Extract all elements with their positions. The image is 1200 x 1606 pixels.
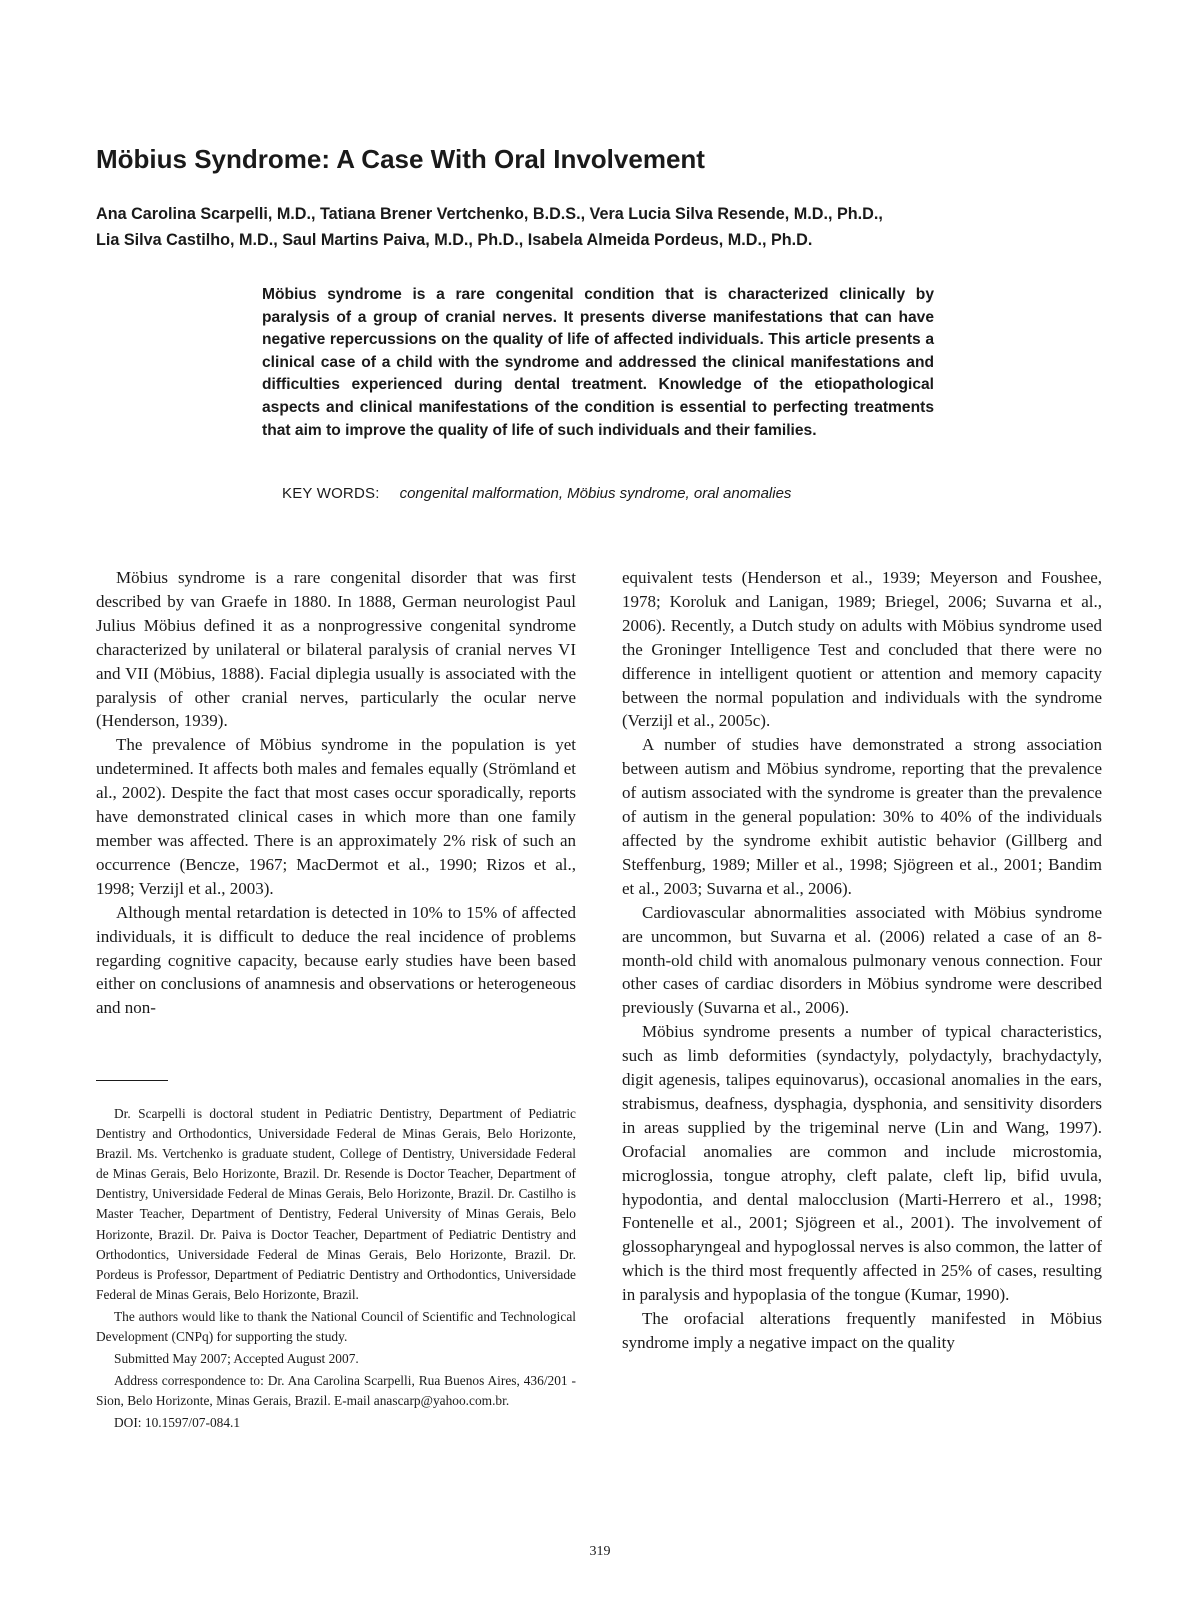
body-paragraph: The orofacial alterations frequently manifested in Möbius syndrome imply a negative impact on the quality bbox=[622, 1309, 1102, 1352]
footnote-affiliations: Dr. Scarpelli is doctoral student in Pediatric Dentistry, Department of Pediatric Dentistry and Orthodontics, Universidade Federal de Minas Gerais, Belo Horizonte, Brazil. Ms. Vertchenko is graduate student, College of Dentistry, Universidade Federal de Minas Gerais, Belo Horizonte, Brazil. Dr. Resende is Doctor Teacher, Department of Dentistry, Universidade Federal de Minas Gerais, Belo Horizonte, Brazil. Dr. Castilho is Master Teacher, Department of Dentistry, Federal University of Minas Gerais, Belo Horizonte, Brazil. Dr. Paiva is Doctor Teacher, Department of Pediatric Dentistry and Orthodontics, Universidade Federal de Minas Gerais, Belo Horizonte, Brazil. Dr. Pordeus is Professor, Department of Pediatric Dentistry and Orthodontics, Universidade Federal de Minas Gerais, Belo Horizonte, Brazil. bbox=[96, 1106, 576, 1302]
article-title: Möbius Syndrome: A Case With Oral Involvement bbox=[96, 144, 705, 174]
authors-line-2: Lia Silva Castilho, M.D., Saul Martins Paiva, M.D., Ph.D., Isabela Almeida Pordeus, M.D., Ph.D. bbox=[96, 231, 813, 249]
body-column-left bbox=[96, 566, 576, 1020]
page-number: 319 bbox=[589, 1544, 611, 1559]
footnote-correspondence: Address correspondence to: Dr. Ana Carolina Scarpelli, Rua Buenos Aires, 436/201 - Sion, Belo Horizonte, Minas Gerais, Brazil. E-mail anascarp@yahoo.com.br. bbox=[96, 1373, 576, 1409]
body-paragraph: A number of studies have demonstrated a strong association between autism and Möbius syndrome, reporting that the prevalence of autism associated with the syndrome is greater than the prevalence of autism in the general population: 30% to 40% of the individuals affected by the syndrome exhibit autistic behavior (Gillberg and Steffenburg, 1989; Miller et al., 1998; Sjögreen et al., 2001; Bandim et al., 2003; Suvarna et al., 2006). bbox=[622, 735, 1102, 898]
author-list bbox=[96, 201, 1106, 253]
body-paragraph-continued: equivalent tests (Henderson et al., 1939; Meyerson and Foushee, 1978; Koroluk and Lanigan, 1989; Briegel, 2006; Suvarna et al., 2006). Recently, a Dutch study on adults with Möbius syndrome used the Groninger Intelligence Test and concluded that there were no difference in intelligent quotient or attention and memory capacity between the normal population and individuals with the syndrome (Verzijl et al., 2005c). bbox=[622, 568, 1102, 731]
abstract: Möbius syndrome is a rare congenital condition that is characterized clinically by paralysis of a group of cranial nerves. It presents diverse manifestations that can have negative repercussions on the quality of life of affected individuals. This article presents a clinical case of a child with the syndrome and addressed the clinical manifestations and difficulties experienced during dental treatment. Knowledge of the etiopathological aspects and clinical manifestations of the condition is essential to perfecting treatments that aim to improve the quality of life of such individuals and their families. bbox=[262, 286, 934, 439]
body-paragraph: The prevalence of Möbius syndrome in the population is yet undetermined. It affects both males and females equally (Strömland et al., 2002). Despite the fact that most cases occur sporadically, reports have demonstrated clinical cases in which more than one family member was affected. There is an approximately 2% risk of such an occurrence (Bencze, 1967; MacDermot et al., 1990; Rizos et al., 1998; Verzijl et al., 2003). bbox=[96, 735, 576, 898]
footnote-submission-dates: Submitted May 2007; Accepted August 2007. bbox=[114, 1351, 359, 1367]
keywords-label: KEY WORDS: bbox=[282, 485, 380, 502]
footnotes bbox=[96, 1104, 576, 1436]
body-paragraph: Cardiovascular abnormalities associated with Möbius syndrome are uncommon, but Suvarna et al. (2006) related a case of an 8-month-old child with anomalous pulmonary venous connection. Four other cases of cardiac disorders in Möbius syndrome were described previously (Suvarna et al., 2006). bbox=[622, 902, 1102, 1018]
body-paragraph: Möbius syndrome presents a number of typical characteristics, such as limb deformities (syndactyly, polydactyly, brachydactyly, digit agenesis, talipes equinovarus), occasional anomalies in the ears, strabismus, deafness, dysphagia, dysphonia, and sensitivity disorders in areas supplied by the trigeminal nerve (Lin and Wang, 1997). Orofacial anomalies are common and include microstomia, microglossia, tongue atrophy, cleft palate, cleft lip, bifid uvula, hypodontia, and dental malocclusion (Marti-Herrero et al., 1998; Fontenelle et al., 2001; Sjögreen et al., 2001). The involvement of glossopharyngeal and hypoglossal nerves is also common, the latter of which is the third most frequently affected in 25% of cases, resulting in paralysis and hypoplasia of the tongue (Kumar, 1990). bbox=[622, 1022, 1102, 1305]
keywords-terms: congenital malformation, Möbius syndrome, oral anomalies bbox=[399, 485, 792, 502]
body-paragraph: Möbius syndrome is a rare congenital disorder that was first described by van Graefe in 1880. In 1888, German neurologist Paul Julius Möbius defined it as a nonprogressive congenital syndrome characterized by unilateral or bilateral paralysis of cranial nerves VI and VII (Möbius, 1888). Facial diplegia usually is associated with the paralysis of other cranial nerves, particularly the ocular nerve (Henderson, 1939). bbox=[96, 568, 576, 731]
authors-line-1: Ana Carolina Scarpelli, M.D., Tatiana Brener Vertchenko, B.D.S., Vera Lucia Silva Resende, M.D., Ph.D., bbox=[96, 205, 883, 223]
keywords bbox=[282, 484, 934, 504]
footnote-divider bbox=[96, 1080, 168, 1081]
body-paragraph: Although mental retardation is detected in 10% to 15% of affected individuals, it is difficult to deduce the real incidence of problems regarding cognitive capacity, because early studies have been based either on conclusions of anamnesis and observations or heterogeneous and non- bbox=[96, 902, 576, 1018]
body-column-right bbox=[622, 566, 1102, 1355]
footnote-doi: DOI: 10.1597/07-084.1 bbox=[114, 1415, 241, 1431]
footnote-acknowledgment: The authors would like to thank the National Council of Scientific and Technological Development (CNPq) for supporting the study. bbox=[96, 1308, 576, 1345]
